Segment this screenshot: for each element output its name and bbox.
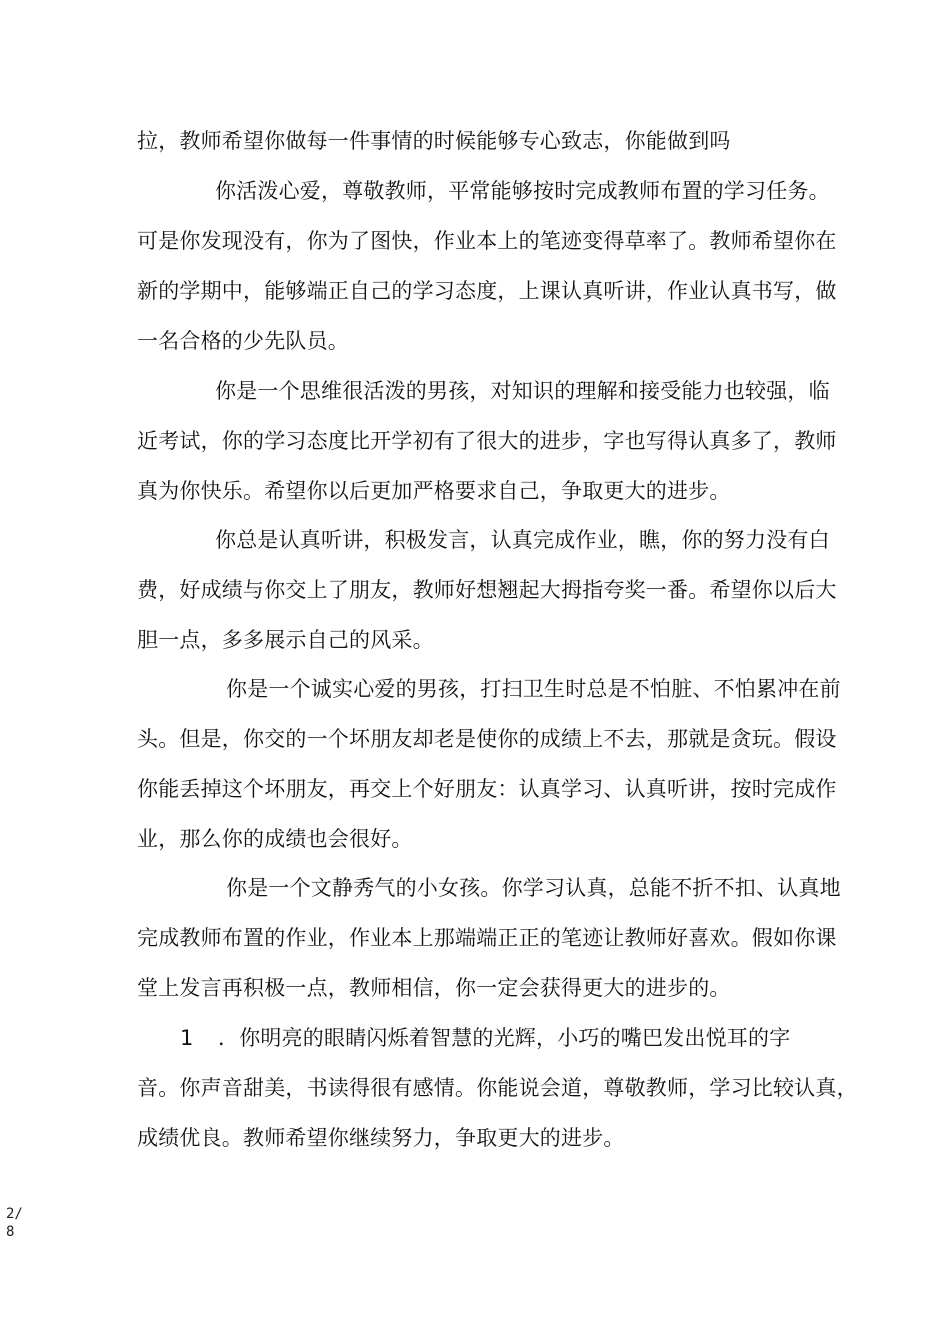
numbered-line	[180, 1024, 790, 1052]
text-line: 你活泼心爱，尊敬教师，平常能够按时完成教师布置的学习任务。	[215, 179, 830, 203]
text-line: 费，好成绩与你交上了朋友，教师好想翘起大拇指夸奖一番。希望你以后大	[137, 578, 837, 602]
text-line: 真为你快乐。希望你以后更加严格要求自己，争取更大的进步。	[137, 479, 731, 503]
text-line: 头。但是，你交的一个坏朋友却老是使你的成绩上不去，那就是贪玩。假设	[137, 727, 837, 751]
text-line: 拉，教师希望你做每一件事情的时候能够专心致志，你能做到吗	[137, 129, 731, 153]
text-line: 新的学期中，能够端正自己的学习态度，上课认真听讲，作业认真书写，做	[137, 279, 837, 303]
list-number: 1	[180, 1026, 194, 1050]
text-line: 你总是认真听讲，积极发言，认真完成作业，瞧，你的努力没有白	[215, 528, 830, 552]
text-line: 近考试，你的学习态度比开学初有了很大的进步，字也写得认真多了，教师	[137, 429, 837, 453]
page-number: 2/	[6, 1206, 23, 1222]
text-line: 音。你声音甜美，书读得很有感情。你能说会道，尊敬教师，学习比较认真，	[137, 1076, 858, 1100]
text-line: 可是你发现没有，你为了图快，作业本上的笔迹变得草率了。教师希望你在	[137, 229, 837, 253]
text-line: 业，那么你的成绩也会很好。	[137, 827, 413, 851]
text-line: 你是一个文静秀气的小女孩。你学习认真，总能不折不扣、认真地	[226, 876, 841, 900]
text-line: 成绩优良。教师希望你继续努力，争取更大的进步。	[137, 1126, 625, 1150]
page-number-total: 8	[6, 1224, 15, 1240]
text-line: 完成教师布置的作业，作业本上那端端正正的笔迹让教师好喜欢。假如你课	[137, 926, 837, 950]
text-line: 你是一个思维很活泼的男孩，对知识的理解和接受能力也较强，临	[215, 379, 830, 403]
text-line: 堂上发言再积极一点，教师相信，你一定会获得更大的进步的。	[137, 976, 731, 1000]
text-line: 一名合格的少先队员。	[137, 329, 349, 353]
text-line: 你是一个诚实心爱的男孩，打扫卫生时总是不怕脏、不怕累冲在前	[226, 677, 841, 701]
text-line: 你能丢掉这个坏朋友，再交上个好朋友：认真学习、认真听讲，按时完成作	[137, 777, 837, 801]
text-line: ．你明亮的眼睛闪烁着智慧的光辉，小巧的嘴巴发出悦耳的字	[218, 1026, 791, 1050]
text-line: 胆一点，多多展示自己的风采。	[137, 628, 434, 652]
